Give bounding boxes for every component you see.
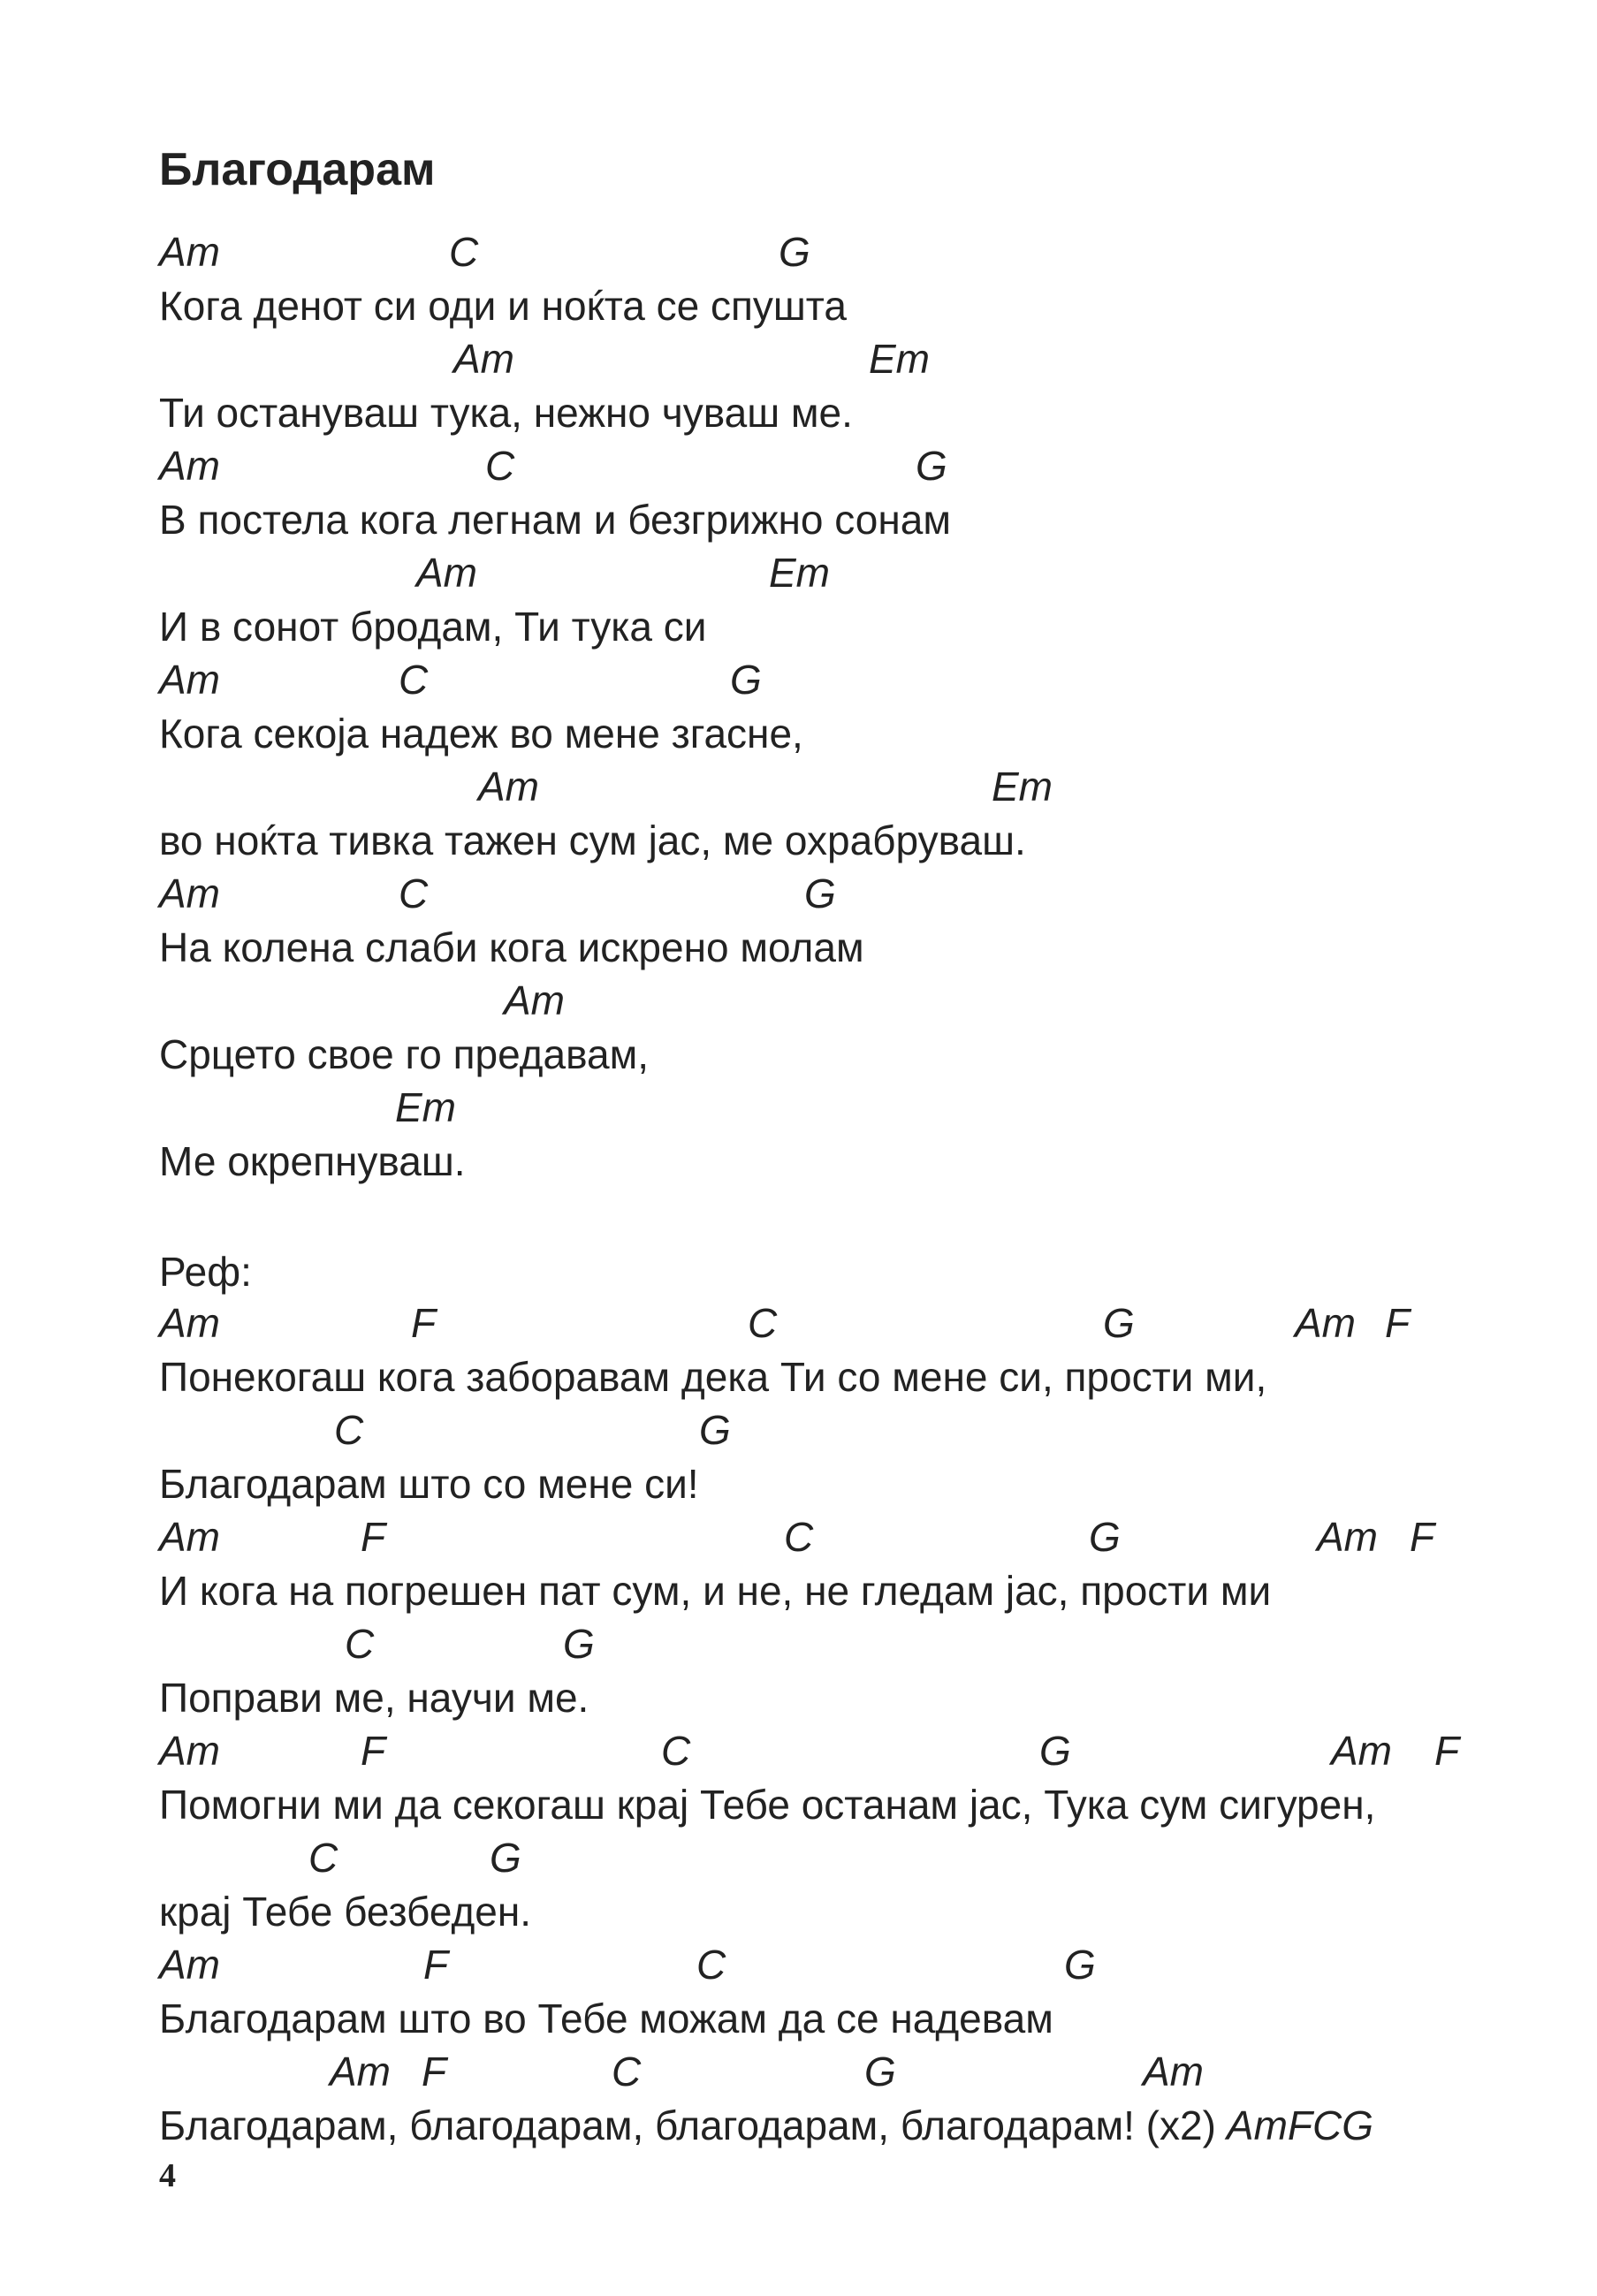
chord: C — [308, 1835, 338, 1881]
lyric-text: Ти остануваш тука, нежно чуваш ме. — [159, 389, 853, 436]
chord: Am — [453, 336, 514, 382]
refrain-chord-row — [0, 1623, 1597, 1671]
verse-chord-row — [0, 229, 1597, 279]
chord: C — [334, 1407, 364, 1453]
lyric-text: Понекогаш кога заборавам дека Ти со мене си, прости ми, — [159, 1353, 1267, 1400]
refrain-chord-row — [0, 1407, 1597, 1457]
verse-lyric-line — [159, 496, 951, 543]
verse-lyric-line — [159, 389, 853, 436]
chord: Am — [159, 1942, 220, 1988]
chord: Am — [416, 550, 477, 596]
page-number: 4 — [159, 2157, 176, 2194]
lyric-text: Срцето свое го предавам, — [159, 1030, 649, 1077]
chord: Am — [159, 1728, 220, 1774]
lyric-text: Ме окрепнуваш. — [159, 1137, 466, 1184]
chord: Am — [1295, 1300, 1356, 1346]
refrain-chord-row — [0, 2051, 1597, 2099]
chord: Em — [869, 336, 930, 382]
refrain-lyric-line — [159, 2102, 1373, 2148]
lyric-text: Поправи ме, научи ме. — [159, 1674, 589, 1721]
lyric-text: В постела кога легнам и безгрижно сонам — [159, 496, 951, 543]
chord: C — [612, 2049, 642, 2095]
chord: Am — [478, 764, 539, 810]
chord: Am — [330, 2049, 391, 2095]
chord: Am — [159, 443, 220, 489]
refrain-lyric-line — [159, 1888, 532, 1935]
chord: Am — [159, 1300, 220, 1346]
chord: C — [399, 871, 429, 916]
chord: G — [804, 871, 836, 916]
refrain-label: Реф: — [159, 1249, 252, 1295]
verse-lyric-line — [159, 710, 803, 756]
chord: G — [730, 657, 762, 703]
chord: Am — [1143, 2049, 1204, 2095]
refrain-chord-row — [0, 1300, 1597, 1350]
chord: Am — [159, 657, 220, 703]
lyric-text: во ноќта тивка тажен сум јас, ме охрабруваш. — [159, 817, 1026, 863]
chord: F — [1410, 1514, 1435, 1560]
chord: Am — [1317, 1514, 1378, 1560]
verse-chord-row — [0, 552, 1597, 600]
chord: Am — [504, 977, 565, 1023]
refrain-chord-row — [0, 1944, 1597, 1992]
chord: F — [1385, 1300, 1411, 1346]
verse-chord-row — [0, 766, 1597, 814]
chord: F — [411, 1300, 437, 1346]
lyric-text: И в сонот бродам, Ти тука си — [159, 603, 707, 650]
chord: F — [1434, 1728, 1460, 1774]
refrain-lyric-line — [159, 1460, 699, 1507]
refrain-lyric-line — [159, 1353, 1267, 1400]
refrain-chord-row — [0, 1837, 1597, 1885]
refrain-lyric-line — [159, 1674, 589, 1721]
verse-lyric-line — [159, 1030, 649, 1077]
chord: G — [1064, 1942, 1096, 1988]
verse-lyric-line — [159, 924, 864, 970]
chord: Am — [159, 1514, 220, 1560]
chord: G — [1103, 1300, 1135, 1346]
refrain-lyric-line — [159, 1781, 1376, 1828]
refrain-chord-row — [0, 1514, 1597, 1564]
verse-chord-row — [0, 659, 1597, 707]
chord: C — [449, 229, 479, 275]
chord: C — [345, 1621, 375, 1667]
lyric-text: Кога секоја надеж во мене згасне, — [159, 710, 803, 756]
verse-chord-row — [0, 338, 1597, 386]
chord: C — [485, 443, 515, 489]
refrain-lyric-line — [159, 1567, 1272, 1614]
lyric-text: Помогни ми да секогаш крај Тебе останам јас, Тука сум сигурен, — [159, 1781, 1376, 1828]
song-title: Благодарам — [159, 144, 436, 195]
chord: F — [361, 1728, 386, 1774]
lyric-text: Благодарам, благодарам, благодарам, благодарам! (x2) — [159, 2102, 1216, 2148]
chord: C — [399, 657, 429, 703]
lyric-text: Благодарам што во Тебе можам да се надевам — [159, 1995, 1053, 2041]
chord: G — [1039, 1728, 1071, 1774]
verse-chord-row — [0, 873, 1597, 921]
chord: C — [661, 1728, 691, 1774]
verse-lyric-line — [159, 603, 707, 650]
chord: F — [423, 1942, 449, 1988]
lyric-text: На колена слаби кога искрено молам — [159, 924, 864, 970]
chord: G — [864, 2049, 896, 2095]
chord: Em — [395, 1084, 456, 1130]
chord: C — [748, 1300, 778, 1346]
refrain-lyric-line — [159, 1995, 1053, 2041]
chord: C — [784, 1514, 814, 1560]
chord: F — [361, 1514, 386, 1560]
verse-chord-row — [0, 977, 1597, 1028]
verse-chord-row — [0, 1084, 1597, 1135]
chord: Em — [769, 550, 830, 596]
verse-lyric-line — [159, 817, 1026, 863]
verse-lyric-line — [159, 282, 847, 329]
lyric-text: И кога на погрешен пат сум, и не, не гледам јас, прости ми — [159, 1567, 1272, 1614]
lyric-text: крај Тебе безбеден. — [159, 1888, 532, 1935]
chord: Am — [159, 871, 220, 916]
verse-chord-row — [0, 445, 1597, 493]
chord-tail: AmFCG — [1226, 2102, 1373, 2148]
chord: G — [699, 1407, 731, 1453]
chord: G — [490, 1835, 521, 1881]
chord: G — [779, 229, 810, 275]
chord: G — [563, 1621, 595, 1667]
chord: C — [696, 1942, 726, 1988]
lyric-text: Благодарам што со мене си! — [159, 1460, 699, 1507]
lyric-text: Кога денот си оди и ноќта се спушта — [159, 282, 847, 329]
chord: Am — [1331, 1728, 1392, 1774]
chord: G — [916, 443, 947, 489]
chord: Am — [159, 229, 220, 275]
chord: F — [422, 2049, 447, 2095]
refrain-chord-row — [0, 1730, 1597, 1778]
chord: G — [1089, 1514, 1121, 1560]
chord: Em — [992, 764, 1053, 810]
verse-lyric-line — [159, 1137, 466, 1184]
